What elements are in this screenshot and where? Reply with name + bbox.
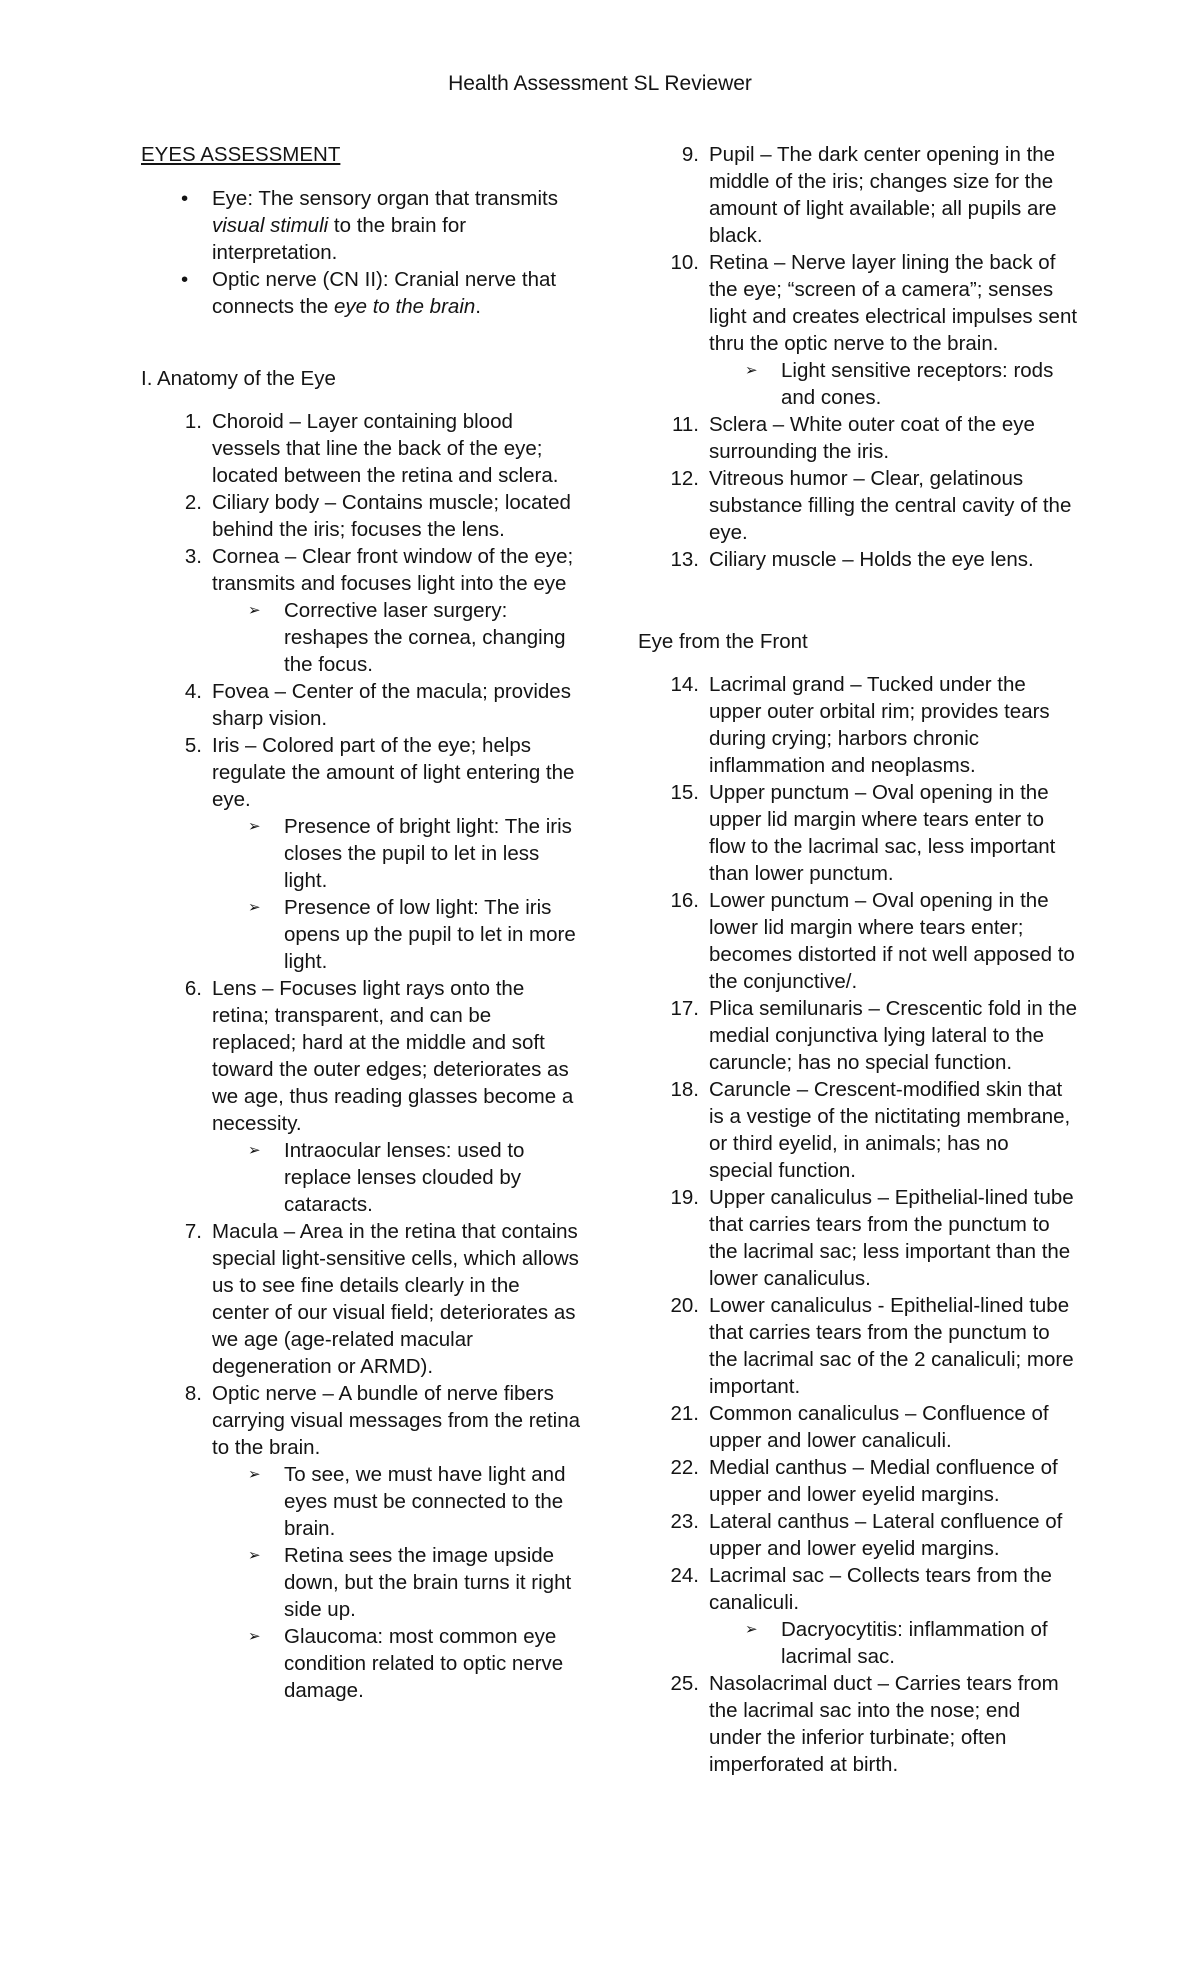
- list-item: [638, 465, 1078, 546]
- list-item: [638, 779, 1078, 887]
- sub-item: [212, 1137, 581, 1218]
- bullet-icon: •: [181, 187, 189, 210]
- sub-item-text: Presence of low light: The iris opens up the pupil to let in more light.: [284, 896, 576, 973]
- list-item: [638, 411, 1078, 465]
- item-number: 16.: [670, 889, 699, 912]
- item-number: 7.: [184, 1220, 202, 1243]
- arrow-bullet-icon: ➢: [745, 1621, 758, 1638]
- sub-item: [212, 1542, 581, 1623]
- sub-item-text: To see, we must have light and eyes must be connected to the brain.: [284, 1463, 566, 1540]
- item-text: Cornea – Clear front window of the eye; transmits and focuses light into the eye: [212, 545, 574, 595]
- sub-item-text: Glaucoma: most common eye condition related to optic nerve damage.: [284, 1625, 564, 1702]
- item-number: 20.: [670, 1294, 699, 1317]
- item-number: 10.: [670, 251, 699, 274]
- sub-item-text: Retina sees the image upside down, but the brain turns it right side up.: [284, 1544, 572, 1621]
- list-item: [638, 671, 1078, 779]
- list-item: [141, 732, 581, 975]
- anatomy-list-left: [141, 408, 581, 1704]
- item-number: 1.: [184, 410, 202, 433]
- item-number: 23.: [670, 1510, 699, 1533]
- list-item: [141, 678, 581, 732]
- item-text: Lower punctum – Oval opening in the lower lid margin where tears enter; becomes distorted if not well apposed to the conjunctive/.: [709, 889, 1075, 993]
- front-heading: Eye from the Front: [638, 630, 808, 653]
- item-text: Medial canthus – Medial confluence of upper and lower eyelid margins.: [709, 1456, 1058, 1506]
- list-item: [141, 1218, 581, 1380]
- list-item: [141, 489, 581, 543]
- item-text: Common canaliculus – Confluence of upper and lower canaliculi.: [709, 1402, 1049, 1452]
- item-text: Upper canaliculus – Epithelial-lined tube that carries tears from the punctum to the lacrimal sac; less important than the lower canaliculus.: [709, 1186, 1074, 1290]
- sub-item-text: Light sensitive receptors: rods and cones.: [781, 359, 1054, 409]
- item-text: Lower canaliculus - Epithelial-lined tube that carries tears from the punctum to the lacrimal sac of the 2 canaliculi; more important.: [709, 1294, 1074, 1398]
- front-list: [638, 671, 1078, 1778]
- list-item: [638, 1454, 1078, 1508]
- list-item: [141, 1380, 581, 1704]
- item-text: Lacrimal grand – Tucked under the upper outer orbital rim; provides tears during crying; harbors chronic inflammation and neoplasms.: [709, 673, 1050, 777]
- item-number: 9.: [681, 143, 699, 166]
- item-number: 11.: [672, 413, 699, 436]
- sub-list: [709, 357, 1078, 411]
- item-number: 4.: [184, 680, 202, 703]
- item-number: 2.: [184, 491, 202, 514]
- bullet-icon: •: [181, 268, 189, 291]
- arrow-bullet-icon: ➢: [745, 362, 758, 379]
- item-number: 15.: [670, 781, 699, 804]
- item-text: Choroid – Layer containing blood vessels that line the back of the eye; located between the retina and sclera.: [212, 410, 559, 487]
- item-text: Caruncle – Crescent-modified skin that is a vestige of the nictitating membrane, or third eyelid, in animals; has no special function.: [709, 1078, 1071, 1182]
- item-number: 19.: [670, 1186, 699, 1209]
- page-header: Health Assessment SL Reviewer: [448, 72, 752, 95]
- sub-list: [212, 1461, 581, 1704]
- item-number: 3.: [184, 545, 202, 568]
- item-text: Plica semilunaris – Crescentic fold in the medial conjunctiva lying lateral to the caruncle; has no special function.: [709, 997, 1078, 1074]
- section-title: EYES ASSESSMENT: [141, 143, 341, 166]
- list-item: [638, 1292, 1078, 1400]
- list-item: [638, 887, 1078, 995]
- item-number: 25.: [670, 1672, 699, 1695]
- item-text: Fovea – Center of the macula; provides sharp vision.: [212, 680, 571, 730]
- bullet-item: • Optic nerve (CN II): Cranial nerve that connects the eye to the brain.: [181, 268, 557, 318]
- item-number: 17.: [670, 997, 699, 1020]
- item-text: Ciliary muscle – Holds the eye lens.: [709, 548, 1034, 571]
- list-item: [638, 1184, 1078, 1292]
- item-text: Macula – Area in the retina that contains special light-sensitive cells, which allows us to see fine details clearly in the center of our visual field; deteriorates as we age (age-related macular degeneration or ARMD).: [212, 1220, 579, 1378]
- item-number: 14.: [670, 673, 699, 696]
- list-item: [638, 1670, 1078, 1778]
- sub-item: [212, 813, 581, 894]
- item-number: 6.: [184, 977, 202, 1000]
- item-text: Sclera – White outer coat of the eye surrounding the iris.: [709, 413, 1035, 463]
- item-text: Retina – Nerve layer lining the back of the eye; “screen of a camera”; senses light and creates electrical impulses sent thru the optic nerve to the brain.: [709, 251, 1078, 355]
- item-text: Iris – Colored part of the eye; helps regulate the amount of light entering the eye.: [212, 734, 575, 811]
- list-item: [141, 543, 581, 678]
- sub-item: [709, 357, 1078, 411]
- list-item: [638, 1076, 1078, 1184]
- item-text: Vitreous humor – Clear, gelatinous substance filling the central cavity of the eye.: [709, 467, 1072, 544]
- anatomy-list-right: [638, 141, 1078, 573]
- item-text: Lens – Focuses light rays onto the retina; transparent, and can be replaced; hard at the middle and soft toward the outer edges; deteriorates as we age, thus reading glasses become a necessity.: [212, 977, 574, 1135]
- item-number: 22.: [670, 1456, 699, 1479]
- sub-item: [212, 597, 581, 678]
- arrow-bullet-icon: ➢: [248, 602, 261, 619]
- list-item: [141, 408, 581, 489]
- sub-item: [212, 894, 581, 975]
- list-item: [638, 249, 1078, 411]
- sub-list: [709, 1616, 1078, 1670]
- sub-item: [212, 1623, 581, 1704]
- left-column: [141, 141, 581, 1704]
- sub-item-text: Corrective laser surgery: reshapes the cornea, changing the focus.: [284, 599, 566, 676]
- list-item: [638, 1562, 1078, 1670]
- item-number: 18.: [670, 1078, 699, 1101]
- sub-list: [212, 1137, 581, 1218]
- list-item: [638, 141, 1078, 249]
- sub-item-text: Dacryocytitis: inflammation of lacrimal sac.: [781, 1618, 1048, 1668]
- item-text: Lacrimal sac – Collects tears from the canaliculi.: [709, 1564, 1052, 1614]
- list-item: [141, 975, 581, 1218]
- sub-item-text: Intraocular lenses: used to replace lenses clouded by cataracts.: [284, 1139, 525, 1216]
- intro-bullets: [141, 185, 581, 320]
- sub-item-text: Presence of bright light: The iris closes the pupil to let in less light.: [284, 815, 572, 892]
- item-number: 12.: [670, 467, 699, 490]
- item-text: Upper punctum – Oval opening in the upper lid margin where tears enter to flow to the lacrimal sac, less important than lower punctum.: [709, 781, 1056, 885]
- item-number: 24.: [670, 1564, 699, 1587]
- list-item: [638, 995, 1078, 1076]
- item-number: 5.: [184, 734, 202, 757]
- right-column: [638, 141, 1078, 1778]
- item-number: 13.: [670, 548, 699, 571]
- list-item: [638, 546, 1078, 573]
- arrow-bullet-icon: ➢: [248, 818, 261, 835]
- anatomy-heading: I. Anatomy of the Eye: [141, 367, 336, 390]
- item-number: 8.: [184, 1382, 202, 1405]
- arrow-bullet-icon: ➢: [248, 1466, 261, 1483]
- item-text: Optic nerve – A bundle of nerve fibers carrying visual messages from the retina to the brain.: [212, 1382, 581, 1459]
- item-number: 21.: [670, 1402, 699, 1425]
- arrow-bullet-icon: ➢: [248, 1142, 261, 1159]
- item-text: Pupil – The dark center opening in the middle of the iris; changes size for the amount of light available; all pupils are black.: [709, 143, 1057, 247]
- sub-item: [709, 1616, 1078, 1670]
- bullet-item: • Eye: The sensory organ that transmits visual stimuli to the brain for interpretation.: [181, 187, 559, 264]
- item-text: Ciliary body – Contains muscle; located behind the iris; focuses the lens.: [212, 491, 571, 541]
- item-text: Lateral canthus – Lateral confluence of upper and lower eyelid margins.: [709, 1510, 1063, 1560]
- sub-item: [212, 1461, 581, 1542]
- list-item: [638, 1400, 1078, 1454]
- arrow-bullet-icon: ➢: [248, 1547, 261, 1564]
- sub-list: [212, 813, 581, 975]
- sub-list: [212, 597, 581, 678]
- list-item: [638, 1508, 1078, 1562]
- arrow-bullet-icon: ➢: [248, 899, 261, 916]
- item-text: Nasolacrimal duct – Carries tears from the lacrimal sac into the nose; end under the inferior turbinate; often imperforated at birth.: [709, 1672, 1059, 1776]
- arrow-bullet-icon: ➢: [248, 1628, 261, 1645]
